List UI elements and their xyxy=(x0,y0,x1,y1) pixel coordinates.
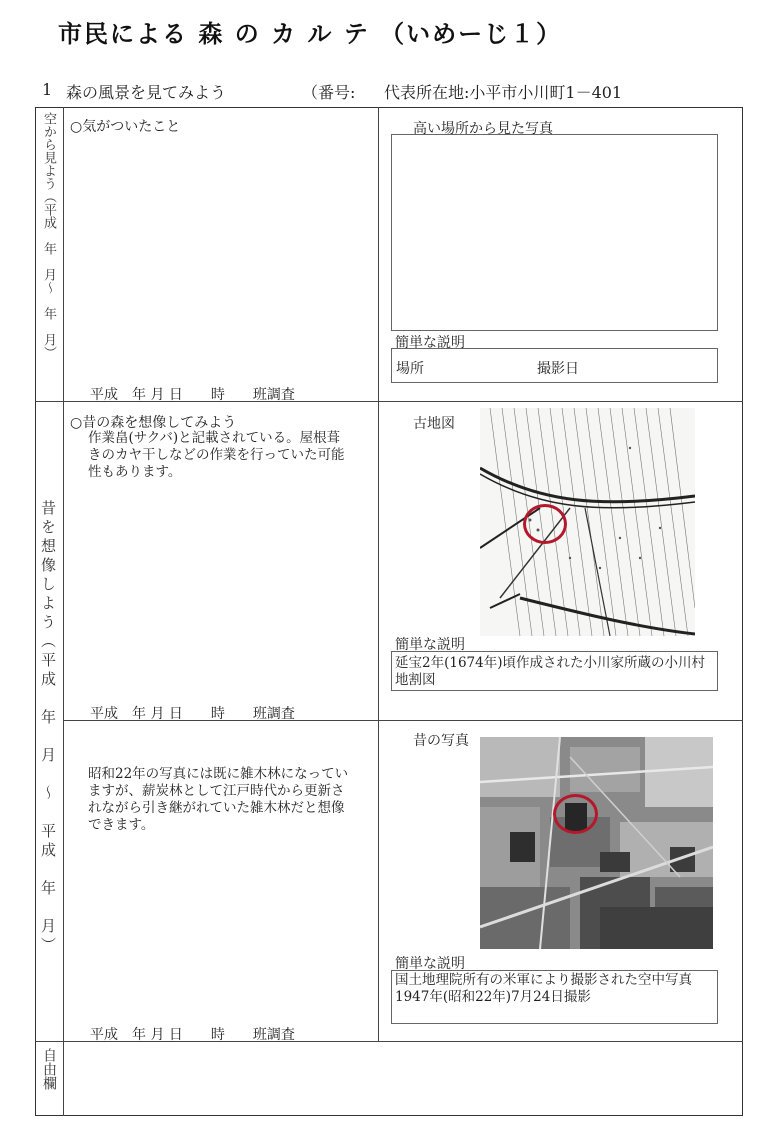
location-text: 代表所在地:小平市小川町1－401 xyxy=(384,83,623,102)
old-map-label: 古地図 xyxy=(413,416,455,432)
aerial-photo-label: 高い場所から見た写真 xyxy=(413,121,553,137)
old-photo-text: 昭和22年の写真には既に雑木林になっていますが、薪炭林として江戸時代から更新されながら引き継がれていた雑木林だと想像できます。 xyxy=(88,766,349,833)
imagine-heading: ○昔の森を想像してみよう xyxy=(70,415,237,431)
section-heading: 森の風景を見てみよう xyxy=(66,83,227,102)
map-desc-label: 簡単な説明 xyxy=(395,637,465,653)
row1-side-label: 空から見よう（平成 年 月～ 年 月） xyxy=(41,112,56,359)
page-title: 市民による 森 の カ ル テ （いめーじ１） xyxy=(58,20,563,48)
photo-highlight-circle xyxy=(553,794,598,834)
old-map-image xyxy=(480,408,695,636)
date-label: 撮影日 xyxy=(537,361,579,377)
notice-heading: ○気がついたこと xyxy=(70,119,181,135)
place-label: 場所 xyxy=(396,361,424,377)
photo-desc-label: 簡単な説明 xyxy=(395,956,465,972)
row2-side-label: 昔を想像しよう（平成 年 月 ～ 平成 年 月） xyxy=(39,500,57,956)
aerial-photo-box[interactable] xyxy=(391,134,718,331)
row3-footer: 平成 年 月 日 時 班調査 xyxy=(90,1027,295,1043)
map-highlight-circle xyxy=(523,504,567,544)
section-number: 1 xyxy=(42,80,53,99)
number-label: （番号: xyxy=(302,83,356,102)
old-aerial-photo xyxy=(480,737,713,949)
free-notes-area[interactable] xyxy=(64,1042,742,1115)
row1-footer: 平成 年 月 日 時 班調査 xyxy=(90,387,295,403)
free-label: 自由欄 xyxy=(41,1048,57,1090)
old-photo-label: 昔の写真 xyxy=(413,733,469,749)
photo-desc-text: 国土地理院所有の米軍により撮影された空中写真1947年(昭和22年)7月24日撮影 xyxy=(395,972,692,1005)
middle-column-divider xyxy=(378,107,379,1041)
row1-desc-label: 簡単な説明 xyxy=(395,335,465,351)
map-desc-text: 延宝2年(1674年)頃作成された小川家所蔵の小川村地割図 xyxy=(395,655,705,688)
label-column-divider xyxy=(63,107,64,1116)
imagine-text: 作業畠(サクバ)と記載されている。屋根葺きのカヤ干しなどの作業を行っていた可能性もあります。 xyxy=(88,430,345,480)
row2-footer: 平成 年 月 日 時 班調査 xyxy=(90,706,295,722)
